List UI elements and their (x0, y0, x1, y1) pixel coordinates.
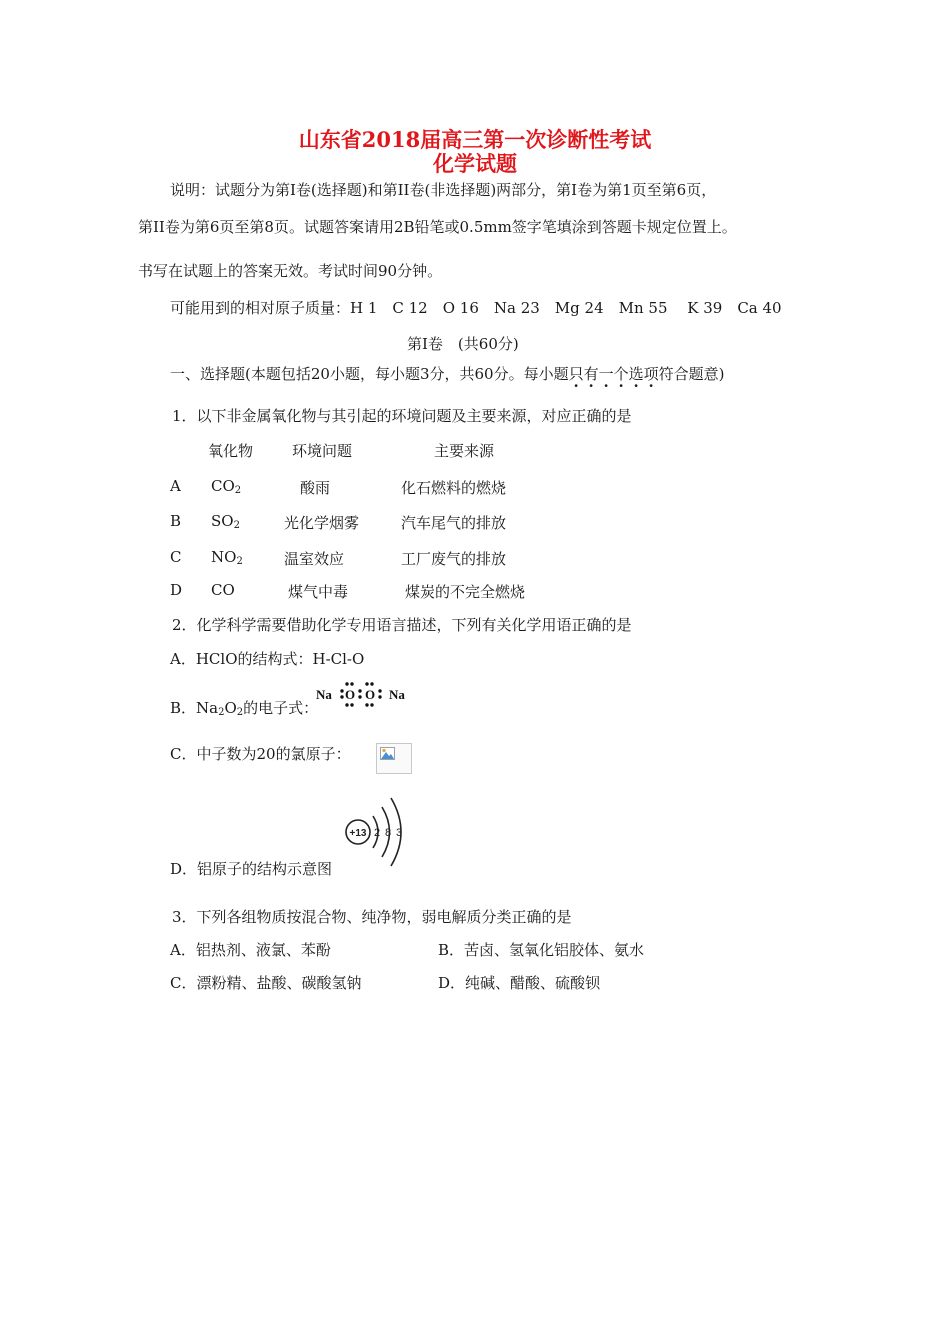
atomic-masses: 可能用到的相对原子质量：H 1 C 12 O 16 Na 23 Mg 24 Mn 55 K 39 Ca 40 (170, 299, 782, 317)
q1-stem: 1．以下非金属氧化物与其引起的环境问题及主要来源，对应正确的是 (172, 407, 632, 425)
q2-option-a: A．HClO的结构式：H-Cl-O (170, 650, 365, 668)
q3-option-a: A．铝热剂、液氯、苯酚 (170, 941, 331, 959)
q3-stem: 3．下列各组物质按混合物、纯净物，弱电解质分类正确的是 (172, 908, 572, 926)
q2-option-c: C．中子数为20的氯原子： (170, 745, 351, 763)
instructions-prefix: 一、选择题(本题包括20小题，每小题3分，共60分。每小题 (170, 365, 569, 383)
emph-char: 有 (583, 365, 599, 383)
emph-char: 个 (613, 365, 629, 383)
section-instructions (170, 363, 725, 384)
q2-option-b: B．$Na_2O_2$的电子式： (170, 699, 319, 718)
svg-text:O: O (345, 687, 356, 702)
q1-header-source: 主要来源 (434, 442, 495, 460)
q1-oxide: CO (211, 581, 235, 599)
q1-option-letter: C (170, 548, 182, 566)
emph-char: 只 (568, 365, 584, 383)
q1-source: 化石燃料的燃烧 (401, 479, 507, 497)
q1-oxide: $NO_2$ (211, 548, 243, 567)
q3-option-c: C．漂粉精、盐酸、碳酸氢钠 (170, 974, 362, 992)
q3-option-d: D．纯碱、醋酸、硫酸钡 (438, 974, 601, 992)
q1-source: 工厂废气的排放 (401, 550, 507, 568)
q1-issue: 煤气中毒 (288, 583, 349, 601)
svg-text:+13: +13 (349, 828, 367, 839)
q2-stem: 2．化学科学需要借助化学专用语言描述，下列有关化学用语正确的是 (172, 616, 632, 634)
q1-source: 煤炭的不完全燃烧 (405, 583, 526, 601)
q2-option-d: D．铝原子的结构示意图 (170, 860, 333, 878)
q1-option-letter: A (170, 477, 181, 495)
q1-header-oxide: 氧化物 (208, 442, 254, 460)
sodium-peroxide-electron-formula (314, 680, 406, 710)
q1-issue: 温室效应 (284, 550, 345, 568)
q1-oxide: $CO_2$ (211, 477, 242, 496)
intro-line-2: 第II卷为第6页至第8页。试题答案请用2B铅笔或0.5mm签字笔填涂到答题卡规定位置上。 (138, 218, 737, 236)
q1-oxide: $SO_2$ (211, 512, 240, 531)
intro-line-1: 说明：试题分为第Ⅰ卷(选择题)和第II卷(非选择题)两部分，第Ⅰ卷为第1页至第6页， (170, 181, 717, 199)
emph-char: 选 (628, 365, 644, 383)
q1-source: 汽车尾气的排放 (401, 514, 507, 532)
emph-char: 项 (643, 365, 659, 383)
q1-option-letter: B (170, 512, 182, 530)
q1-header-issue: 环境问题 (292, 442, 353, 460)
exam-subtitle: 化学试题 (433, 151, 517, 176)
instructions-suffix: 符合题意) (658, 365, 725, 383)
svg-text:O: O (365, 687, 376, 702)
svg-text:8: 8 (384, 827, 392, 839)
emph-char: 一 (598, 365, 614, 383)
svg-text:2: 2 (373, 827, 381, 839)
svg-text:Na: Na (316, 687, 332, 702)
exam-title: 山东省2018届高三第一次诊断性考试 (298, 127, 652, 152)
q1-issue: 酸雨 (300, 479, 331, 497)
q3-option-b: B．苦卤、氢氧化铝胶体、氨水 (438, 941, 645, 959)
svg-text:3: 3 (395, 827, 403, 839)
intro-line-3: 书写在试题上的答案无效。考试时间90分钟。 (138, 262, 443, 280)
section-title: 第Ⅰ卷 (共60分) (407, 335, 519, 353)
q1-issue: 光化学烟雾 (284, 514, 360, 532)
aluminum-atom-structure-diagram (341, 794, 413, 868)
q1-option-letter: D (170, 581, 183, 599)
broken-image-icon (376, 743, 412, 774)
svg-text:Na: Na (389, 687, 405, 702)
